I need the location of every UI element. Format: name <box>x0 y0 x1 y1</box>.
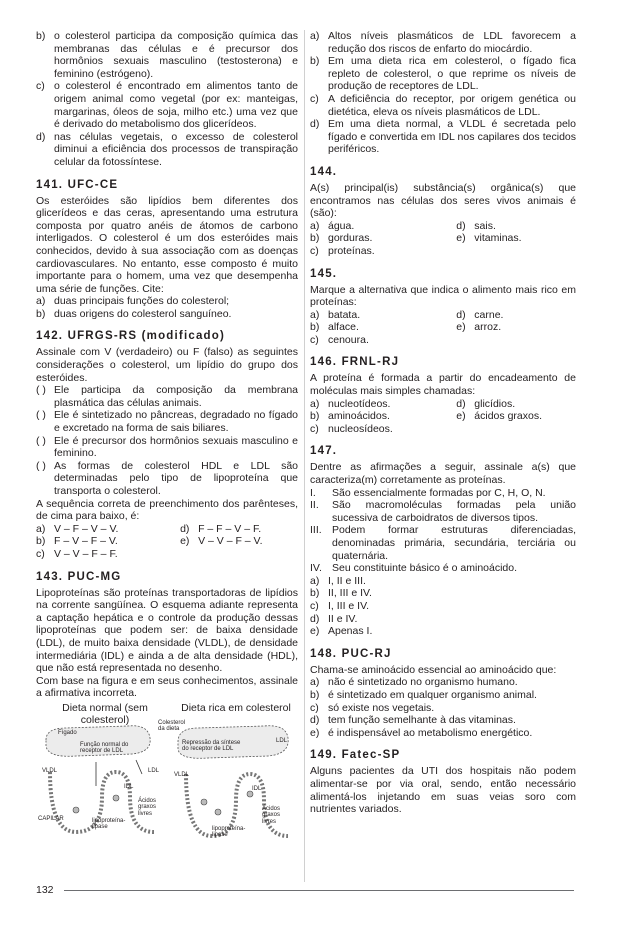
statement-item: ( ) Ele é sintetizado no pâncreas, degradado no fígado e excretado na forma de sais biliares. <box>36 409 298 435</box>
label-funcao-normal: Função normal do receptor de LDL <box>80 741 129 755</box>
statement-item: ( ) Ele participa da composição da membrana plasmática das células animais. <box>36 384 298 409</box>
prev-question-options <box>36 30 298 169</box>
option-row: b) aminoácidos. e) ácidos graxos. <box>310 410 542 423</box>
question-145-body: Marque a alternativa que indica o alimento mais rico em proteínas: <box>310 283 576 309</box>
question-142-after: A sequência correta de preenchimento dos parênteses, de cima para baixo, é: <box>36 497 298 523</box>
question-149-body: Alguns pacientes da UTI dos hospitais não podem alimentar-se por via oral, sendo, então necessário alimentá-los injetando em suas veias soro com nutrientes variados. <box>310 765 576 816</box>
label-vldl-left: VLDL <box>42 767 58 774</box>
option-item: c) só existe nos vegetais. <box>310 701 435 714</box>
question-143-title: 143. PUC-MG <box>36 570 122 583</box>
q143-options <box>310 30 576 156</box>
option-item: e) é indispensável ao metabolismo energético. <box>310 726 533 739</box>
option-row: b) gorduras. e) vitaminas. <box>310 232 522 245</box>
column-divider <box>304 30 305 882</box>
label-lipase-right: lipoproteína-lipase <box>212 825 246 839</box>
option-item: a) Altos níveis plasmáticos de LDL favorecem a redução dos riscos de enfarto do miocárdio. <box>310 30 576 55</box>
label-repressao: Repressão da síntese do receptor de LDL <box>182 739 241 753</box>
option-item: a) duas principais funções do colesterol; <box>36 295 230 308</box>
statement-item: ( ) As formas de colesterol HDL e LDL são determinadas pelo tipo de lipoproteína que transporta o colesterol. <box>36 459 298 497</box>
option-item: a) não é sintetizado no organismo humano. <box>310 676 518 689</box>
label-figado: Fígado <box>58 729 77 736</box>
option-row: c) proteínas. <box>310 244 375 257</box>
left-column <box>36 30 298 844</box>
label-ldl-right: LDL <box>276 737 288 744</box>
question-147-title: 147. <box>310 445 338 458</box>
option-item: d) II e IV. <box>310 612 358 625</box>
question-144-title: 144. <box>310 165 338 178</box>
option-item: b) duas origens do colesterol sanguíneo. <box>36 307 232 320</box>
option-item: d) Em uma dieta normal, a VLDL é secretada pelo fígado e convertida em IDL nos capilares dos tecidos periféricos. <box>310 118 576 156</box>
label-idl-left: IDL <box>124 783 134 790</box>
option-item: e) Apenas I. <box>310 625 373 638</box>
option-item: c) o colesterol é encontrado em alimentos tanto de origem animal como vegetal (por ex: manteigas, margarinas, óleos de soja, milho etc.) uma vez que é derivado do metabolismo dos glicerídeos. <box>36 80 298 131</box>
option-row: c) V – V – F – F. <box>36 547 118 560</box>
question-149-title: 149. Fatec-SP <box>310 749 401 762</box>
statement-item: III. Podem formar estruturas diferenciadas, denominadas primária, secundária, terciária ou quaternária. <box>310 524 576 562</box>
option-item: c) I, III e IV. <box>310 599 370 612</box>
label-colesterol-dieta: Colesterol da dieta <box>158 719 186 733</box>
question-146-title: 146. FRNL-RJ <box>310 356 400 369</box>
question-145-title: 145. <box>310 267 338 280</box>
question-143-body2: Com base na figura e em seus conhecimentos, assinale a afirmativa incorreta. <box>36 674 298 700</box>
question-143-body: Lipoproteínas são proteínas transportadoras de lipídios na corrente sangüínea. O esquema adiante representa a captação hepática e o controle da produção dessas lipoproteínas que podem ser: de baixa densidade (LDL), de muito baixa densidade (VLDL), de densidade intermediária (IDL) e ainda a de alta densidade (HDL), que não está representada no desenho. <box>36 586 298 675</box>
statement-item: II. São macromoléculas formadas pela união sucessiva de carboidratos de diversos tipos. <box>310 499 576 524</box>
label-ldl-left: LDL <box>148 767 160 774</box>
question-147-body: Dentre as afirmações a seguir, assinale a(s) que caracteriza(m) corretamente as proteínas. <box>310 461 576 487</box>
diagram-caption-right: Dieta rica em colesterol <box>181 701 291 714</box>
option-item: b) Em uma dieta rica em colesterol, o fígado fica repleto de colesterol, o que reprime os níveis de produção de receptores de LDL. <box>310 55 576 93</box>
label-lipase-left: lipoproteína-lipase <box>92 817 126 831</box>
statement-item: ( ) Ele é precursor dos hormônios sexuais masculino e feminino. <box>36 434 298 460</box>
label-acidos-right: Ácidos graxos livres <box>262 805 281 825</box>
option-item: c) A deficiência do receptor, por origem genética ou dietética, eleva os níveis plasmáticos de LDL. <box>310 92 576 118</box>
option-item: b) o colesterol participa da composição química das membranas das células e é precursor dos hormônios sexuais masculino (testosterona) e feminino (estrógeno). <box>36 30 298 80</box>
option-row: b) alface. e) arroz. <box>310 321 502 334</box>
question-148-title: 148. PUC-RJ <box>310 647 392 660</box>
question-142-body: Assinale com V (verdadeiro) ou F (falso) as seguintes considerações o colesterol, um lipídio do grupo dos esteróides. <box>36 346 298 384</box>
footer-rule <box>64 890 574 891</box>
question-148-body: Chama-se aminoácido essencial ao aminoácido que: <box>310 663 557 676</box>
question-141-body: Os esteróides são lipídios bem diferentes dos glicerídeos e das ceras, apresentando uma estrutura composta por quatro anéis de átomos de carbono interligados. O colesterol é um dos esteróides mais conhecidos, devido à sua associação com as doenças cardiovasculares. No entanto, esse composto é muito importante para o homem, uma vez que desempenha uma série de funções. Cite: <box>36 194 298 295</box>
option-row: a) nucleotídeos. d) glicídios. <box>310 397 516 410</box>
question-141-title: 141. UFC-CE <box>36 178 119 191</box>
lipoprotein-diagram <box>36 702 298 844</box>
label-vldl-right: VLDL <box>174 771 190 778</box>
question-142-title: 142. UFRGS-RS (modificado) <box>36 330 226 343</box>
label-acidos-left: Ácidos graxos livres <box>138 797 157 817</box>
question-144-body: A(s) principal(is) substância(s) orgânica(s) que encontramos nas células dos seres vivos animais é (são): <box>310 181 576 220</box>
label-capilar: CAPILAR <box>38 815 64 822</box>
page-number: 132 <box>36 884 54 896</box>
statement-item: I. São essencialmente formadas por C, H, O, N. <box>310 486 546 499</box>
option-row: a) água. d) sais. <box>310 219 496 232</box>
option-row: a) V – F – V – V. d) F – F – V – F. <box>36 522 262 535</box>
option-row: a) batata. d) carne. <box>310 308 504 321</box>
option-item: b) II, III e IV. <box>310 587 372 600</box>
option-item: a) I, II e III. <box>310 574 366 587</box>
label-idl-right: IDL <box>252 785 262 792</box>
statement-item: IV. Seu constituinte básico é o aminoácido. <box>310 562 518 575</box>
right-column <box>310 30 576 816</box>
option-item: d) nas células vegetais, o excesso de colesterol diminui a eficiência dos processos de transpiração celular da fotossíntese. <box>36 130 298 168</box>
question-146-body: A proteína é formada a partir do encadeamento de moléculas mais simples chamadas: <box>310 372 576 398</box>
option-row: b) F – V – F – V. e) V – V – F – V. <box>36 535 263 548</box>
option-row: c) cenoura. <box>310 333 369 346</box>
option-item: d) tem função semelhante à das vitaminas. <box>310 714 516 727</box>
option-item: b) é sintetizado em qualquer organismo animal. <box>310 688 537 701</box>
diagram-caption-left: Dieta normal (sem colesterol) <box>62 701 148 726</box>
option-row: c) nucleosídeos. <box>310 422 393 435</box>
